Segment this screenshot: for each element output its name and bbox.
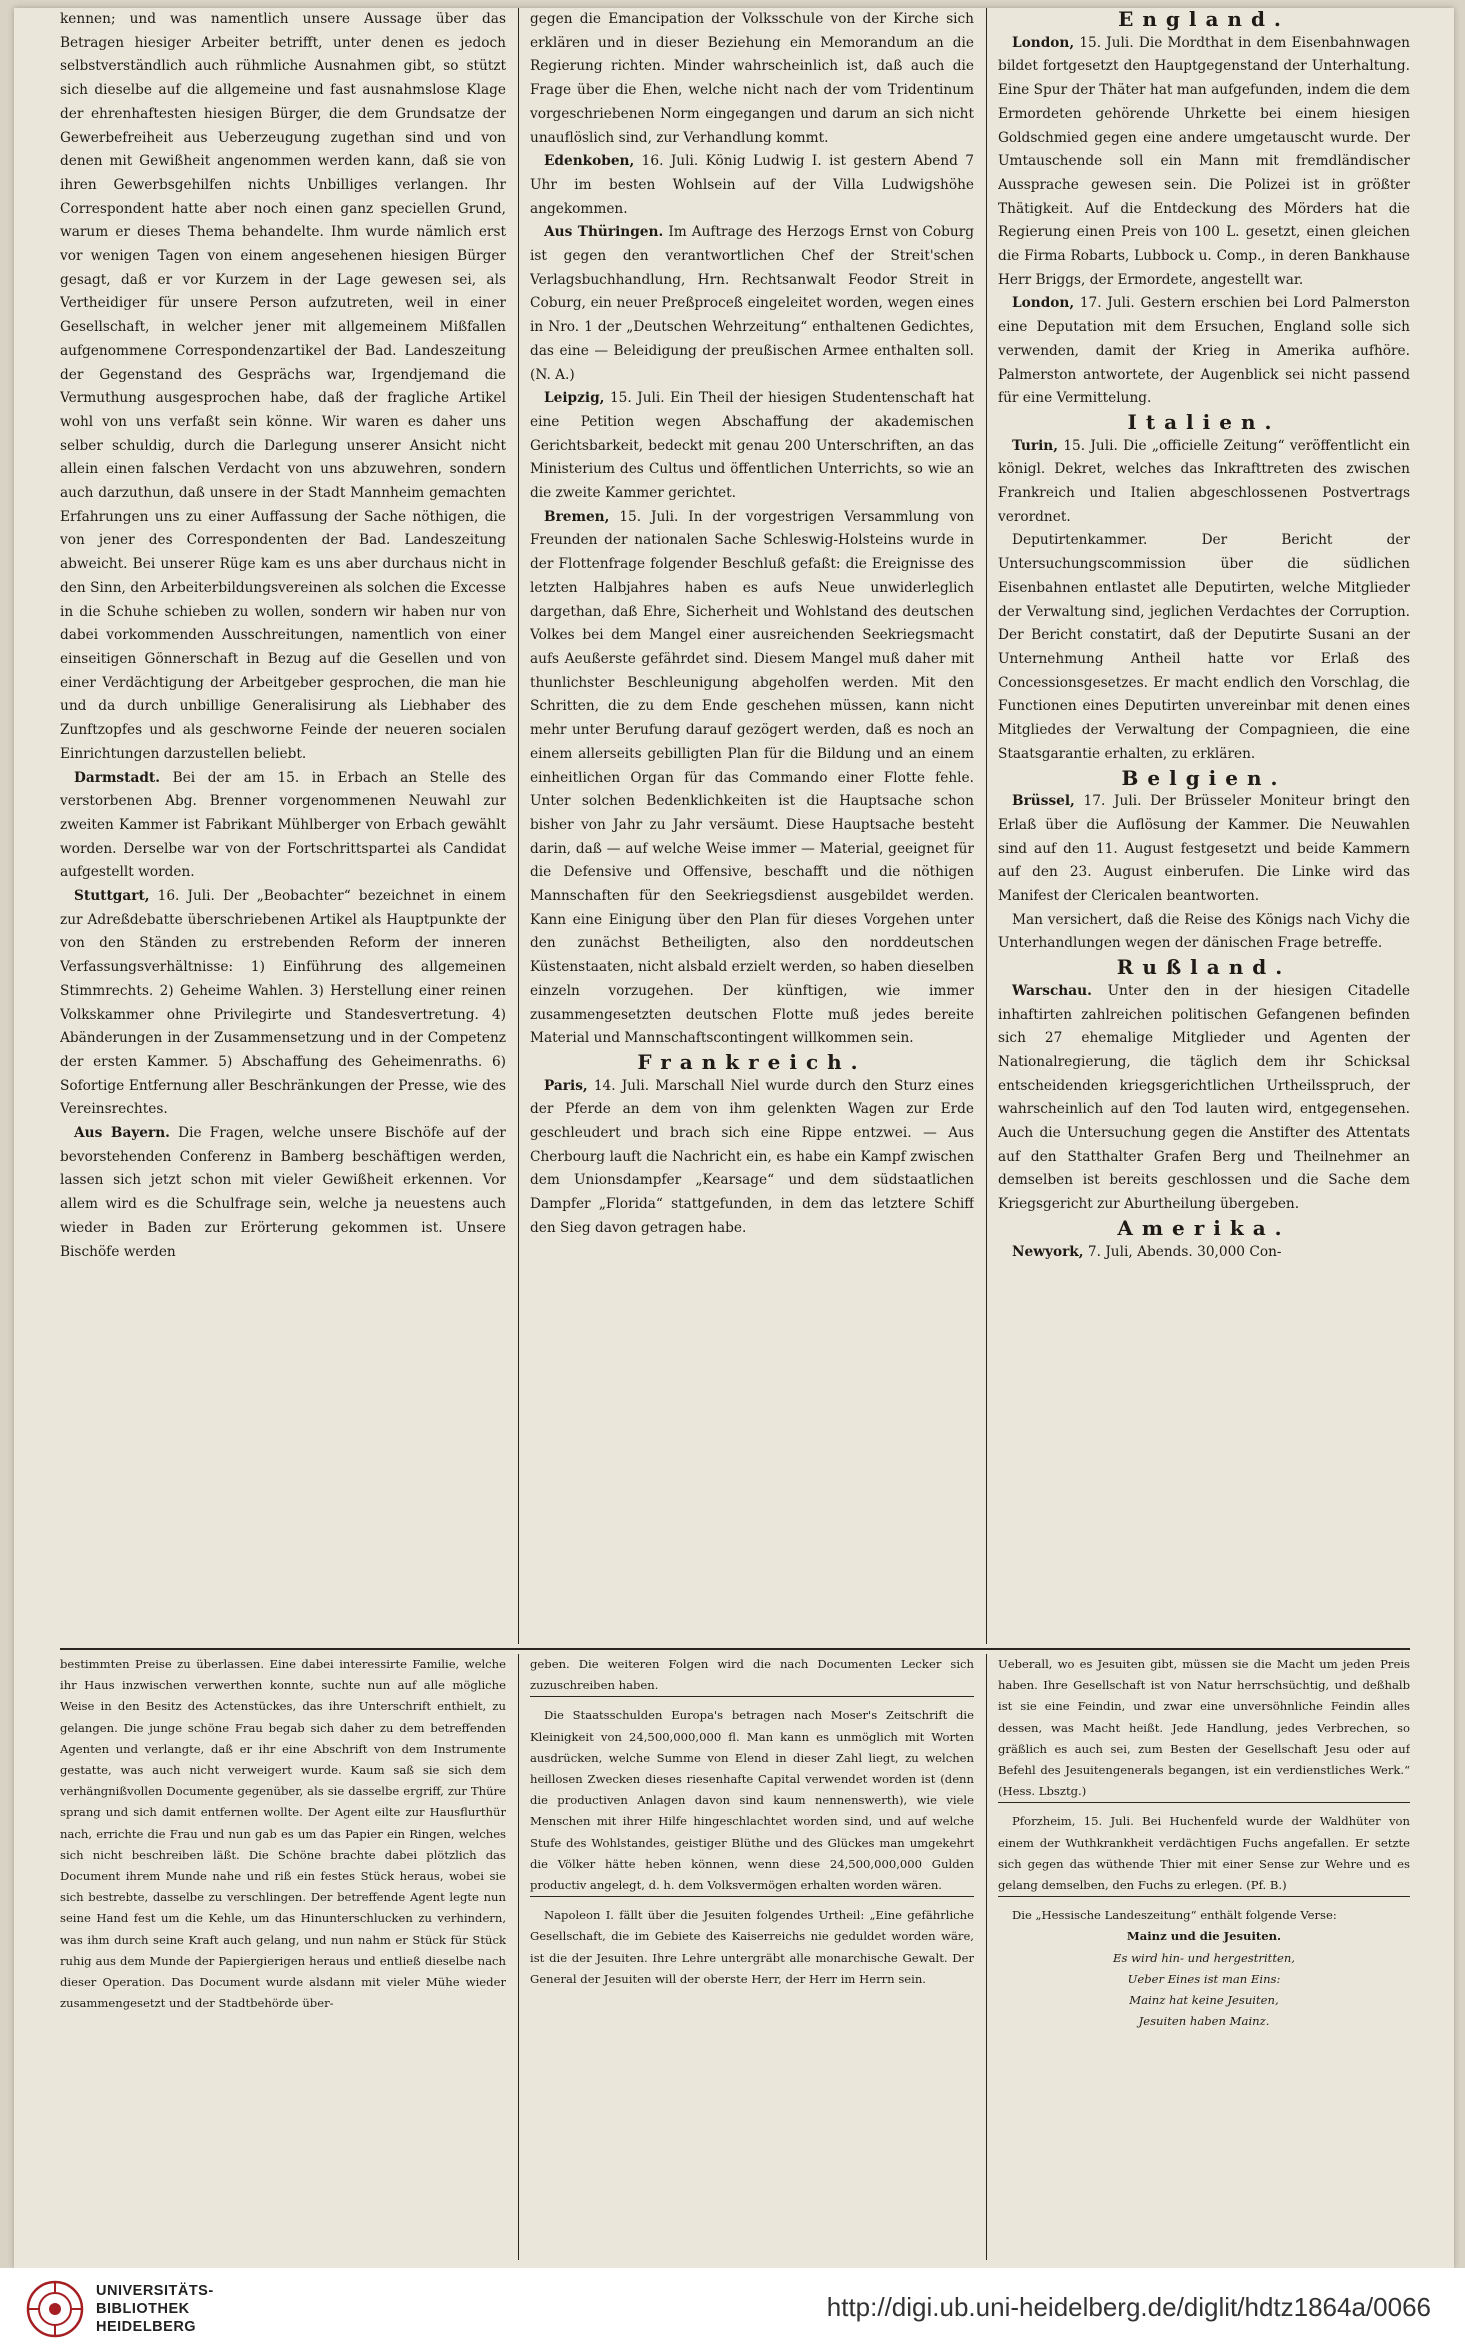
column-divider <box>986 8 987 1644</box>
dateline-place: Bremen, <box>544 508 610 525</box>
section-heading: Italien. <box>1127 409 1281 434</box>
article-paragraph: kennen; und was namentlich unsere Aussage über das Betragen hiesiger Arbeiter betrifft, unter denen es jedoch selbstverständlich auch rühmliche Ausnahmen gibt, so stützt sich dieselbe auf die allgemeine und fast ausnahmslose Klage der ehrenhaftesten hiesigen Bürger, die dem Grundsatze der Gewerbefreiheit aus Ueberzeugung zugethan sind und von denen mit Gewißheit angenommen werden kann, daß sie von ihren Gewerbsgehilfen nichts Unbilliges verlangen. Ihr Correspondent hatte aber noch einen ganz speciellen Grund, warum er dieses Thema behandelte. Ihm wurde nämlich erst vor wenigen Tagen von einem angesehenen hiesigen Bürger gesagt, daß er vor Kurzem in der Lage gewesen sei, als Vertheidiger für unsere Person aufzutreten, weil in einer Gesellschaft, in welcher jener mit allgemeinem Mißfallen aufgenommene Correspondenzartikel der Bad. Landeszeitung der Gegenstand des Gesprächs war, Irgendjemand die Vermuthung ausgesprochen habe, daß der fragliche Artikel wohl von uns verfaßt sein könne. Wir waren es daher uns selber schuldig, durch die Darlegung unserer Ansicht nicht allein einen falschen Verdacht von uns abzuwehren, sondern auch darzuthun, daß unsere in der Stadt Mannheim gemachten Erfahrungen uns zu einer Auffassung der Sache nöthigen, die von jener des Correspondenten der Bad. Landeszeitung abweicht. Bei unserer Rüge kam es uns aber durchaus nicht in den Sinn, den Arbeiterbildungsvereinen als solchen die Excesse in die Schuhe schieben zu wollen, sondern wir haben nur von dabei vorkommenden Ausschreitungen, namentlich von einer einseitigen Gönnerschaft in Bezug auf die Gesellen und von einer Verdächtigung der Arbeitgeber gesprochen, die man hie und da durch unbillige Generalisirung als Liebhaber des Zunftzopfes und als geschworne Feinde der neueren socialen Einrichtungen darzustellen beliebt. <box>60 11 506 762</box>
notice-paragraph: Pforzheim, 15. Juli. Bei Huchenfeld wurde der Waldhüter von einem der Wuthkrankheit verdächtigen Fuchs angefallen. Er setzte sich gegen das wüthende Thier mit einer Sense zur Wehre und es gelang demselben, den Fuchs zu erlegen. (Pf. B.) <box>998 1802 1410 1896</box>
news-report <box>60 767 506 886</box>
column-middle <box>530 1654 974 2260</box>
report-text: 17. Juli. Der Brüsseler Moniteur bringt den Erlaß über die Auflösung der Kammer. Die Neuwahlen sind auf den 11. August festgesetzt und beide Kammern auf den 23. August einberufen. Die Linke wird das Manifest der Clericalen beantworten. <box>998 793 1410 905</box>
news-report <box>530 506 974 1051</box>
dateline-place: Brüssel, <box>1012 793 1075 810</box>
library-name <box>96 2282 214 2336</box>
library-name-line: BIBLIOTHEK <box>96 2301 190 2317</box>
section-heading: Rußland. <box>1116 955 1292 980</box>
report-text: Die Fragen, welche unsere Bischöfe auf der bevorstehenden Conferenz in Bamberg beschäftigen werden, lassen sich jetzt schon mit vieler Gewißheit erkennen. Vor allem wird es die Schulfrage sein, welche ja neuestens auch wieder in Baden zur Erörterung gekommen ist. Unsere Bischöfe werden <box>60 1125 506 1260</box>
notice-paragraph: Die „Hessische Landeszeitung“ enthält folgende Verse: <box>998 1896 1410 1926</box>
report-text: 16. Juli. König Ludwig I. ist gestern Abend 7 Uhr im besten Wohlsein auf der Villa Ludwigshöhe angekommen. <box>530 153 974 217</box>
dateline-place: Edenkoben, <box>544 153 635 170</box>
column-divider <box>986 1654 987 2260</box>
library-footer <box>0 2268 1465 2352</box>
column-left <box>60 8 506 1644</box>
poem-title: Mainz und die Jesuiten. <box>1126 1929 1282 1944</box>
page-url[interactable]: http://digi.ub.uni-heidelberg.de/diglit/hdtz1864a/0066 <box>826 2292 1431 2322</box>
newspaper-page <box>14 8 1454 2268</box>
column-right <box>998 1654 1410 2260</box>
column-right <box>998 8 1410 1644</box>
article-paragraph: bestimmten Preise zu überlassen. Eine dabei interessirte Familie, welche ihr Haus inzwischen verwerthen konnte, suchte nun auf alle mögliche Weise in den Besitz des Actenstückes, das ihre Unterschrift enthielt, zu gelangen. Die junge schöne Frau begab sich daher zu dem betreffenden Agenten und verlangte, daß er ihr eine Abschrift von dem Instrumente gestatte, was auch nicht verweigert wurde. Kaum saß sie sich dem verhängnißvollen Documente gegenüber, als sie dasselbe ergriff, zur Thüre sprang und sich damit entfernen wollte. Der Agent eilte zur Hausflurthür nach, errichte die Frau und nun gab es um das Papier ein Ringen, welches sich nicht beschreiben läßt. Die Schöne brachte dabei plötzlich das Document ihrem Munde nahe und riß ein festes Stück heraus, wobei sie sich bestrebte, dasselbe zu verschlingen. Der betreffende Agent legte nun seine Hand fest um die Kehle, um das Hinunterschlucken zu verhindern, was ihm durch seine Kraft auch gelang, und nun nahm er Stück für Stück ruhig aus dem Munde der Papiergierigen heraus und entließ dieselbe nach dieser Operation. Das Document wurde alsdann mit vieler Mühe wieder zusammengesetzt und der Stadtbehörde über- <box>60 1657 506 2011</box>
dateline-place: Newyork, <box>1012 1243 1084 1260</box>
report-text: 15. Juli. Ein Theil der hiesigen Studentenschaft hat eine Petition wegen Abschaffung der akademischen Gerichtsbarkeit, bedeckt mit genau 200 Unterschriften, an das Ministerium des Cultus und öffentlichen Unterrichts, so wie an die zweite Kammer gerichtet. <box>530 390 974 502</box>
upper-section <box>14 8 1454 1648</box>
column-left <box>60 1654 506 2260</box>
poem-line: Mainz hat keine Jesuiten, <box>1129 1993 1279 2008</box>
article-paragraph: Man versichert, daß die Reise des Königs nach Vichy die Unterhandlungen wegen der dänischen Frage betreffe. <box>998 911 1410 952</box>
poem-line: Ueber Eines ist man Eins: <box>1127 1971 1281 1986</box>
report-text: 14. Juli. Marschall Niel wurde durch den Sturz eines der Pferde an dem von ihm gelenkten Wagen zur Erde geschleudert und brach sich eine Rippe entzwei. — Aus Cherbourg lauft die Nachricht ein, es habe ein Kampf zwischen dem Unionsdampfer „Kearsage“ und dem südstaatlichen Dampfer „Florida“ stattgefunden, in dem das letztere Schiff den Sieg davon getragen habe. <box>530 1077 974 1236</box>
section-heading: Frankreich. <box>637 1049 867 1074</box>
report-text: 16. Juli. Der „Beobachter“ bezeichnet in einem zur Adreßdebatte überschriebenen Artikel als Hauptpunkte der von den Ständen zu erstrebenden Reform der inneren Verfassungsverhältnisse: 1) Einführung des allgemeinen Stimmrechts. 2) Geheime Wahlen. 3) Herstellung einer reinen Volkskammer ohne Privilegirte und Standesvertretung. 4) Abänderungen in der Zusammensetzung und in der Competenz der ersten Kammer. 5) Abschaffung des Geheimenraths. 6) Sofortige Entfernung aller Beschränkungen der Presse, wie des Vereinsrechtes. <box>60 888 506 1118</box>
report-text: 15. Juli. In der vorgestrigen Versammlung von Freunden der nationalen Sache Schleswig-Holsteins wurde in der Flottenfrage folgender Beschluß gefaßt: die Ereignisse des letzten Halbjahres haben es aufs Neue unwiderleglich dargethan, daß Ehre, Sicherheit und Wohlstand des deutschen Volkes bei dem Mangel einer ausreichenden Seekriegsmacht aufs Aeußerste gefährdet sind. Diesem Mangel muß daher mit thunlichster Beschleunigung abgeholfen werden. Mit den Schritten, die zu dem Ende geschehen müssen, kann nicht mehr unter Berufung darauf gezögert werden, daß es noch an einem allerseits gebilligten Plan für die Bildung und an einem einheitlichen Organ für das Commando einer Flotte fehle. Unter solchen Bedenklichkeiten ist die Hauptsache schon bisher von Jahr zu Jahr versäumt. Diese Hauptsache besteht darin, daß — auf welche Weise immer — Material, geeignet für die Defensive und Offensive, beschafft und die nöthigen Mannschaften für den Seekriegsdienst ausgebildet werden. Kann eine Einigung über den Plan für dieses Vorgehen unter den zunächst Betheiligten, also den norddeutschen Küstenstaaten, nicht alsbald erzielt werden, so haben dieselben einzeln vorzugehen. Der künftigen, wie immer zusammengesetzten deutschen Flotte muß jedes bereite Material und Mannschaftscontingent willkommen sein. <box>530 508 974 1047</box>
report-text: Im Auftrage des Herzogs Ernst von Coburg ist gegen den verantwortlichen Chef der Streit'schen Verlagsbuchhandlung, Hrn. Rechtsanwalt Feodor Streit in Coburg, ein neuer Preßproceß eingeleitet worden, wegen eines in Nro. 1 der „Deutschen Wehrzeitung“ enthaltenen Gedichtes, das eine — Beleidigung der preußischen Armee enthalten soll. (N. A.) <box>530 224 974 383</box>
notice-paragraph: Die Staatsschulden Europa's betragen nach Moser's Zeitschrift die Kleinigkeit von 24,500,000,000 fl. Man kann es unmöglich mit Worten ausdrücken, welche Summe von Elend in dieser Zahl liegt, zu welchen heillosen Zwecken dieses riesenhafte Capital verwendet worden ist (denn die productiven Anlagen davon sind kaum nennenswerth), wie viele Menschen mit ihrer Hilfe hingeschlachtet worden sind, und auf welche Stufe des Wohlstandes, geistiger Blüthe und des Glückes man umgekehrt die Völker hätte heben können, wenn diese 24,500,000,000 Gulden productiv angelegt, d. h. dem Volksvermögen erhalten worden wären. <box>530 1696 974 1896</box>
dateline-place: Darmstadt. <box>74 769 160 786</box>
news-report <box>998 292 1410 411</box>
dateline-place: Turin, <box>1012 437 1059 454</box>
column-divider <box>518 1654 519 2260</box>
dateline-place: Warschau. <box>1012 982 1092 999</box>
report-text: 7. Juli, Abends. 30,000 Con- <box>1087 1243 1282 1260</box>
poem-line: Jesuiten haben Mainz. <box>1138 2014 1270 2029</box>
article-paragraph: Deputirtenkammer. Der Bericht der Untersuchungscommission über die südlichen Eisenbahnen entlastet alle Deputirten, welche Mitglieder der Verwaltung sind, jeglichen Verdachtes der Corruption. Der Bericht constatirt, daß der Deputirte Susani an der Unternehmung Antheil hatte vor Erlaß des Concessionsgesetzes. Er macht endlich den Vorschlag, die Functionen eines Deputirten unvereinbar mit denen eines Mitgliedes der Verwaltung der Compagnieen, die eine Staatsgarantie erhalten, zu erklären. <box>998 532 1410 762</box>
library-name-line: UNIVERSITÄTS- <box>96 2283 214 2299</box>
news-report <box>530 387 974 506</box>
news-report <box>60 885 506 1122</box>
report-text: 15. Juli. Die „officielle Zeitung“ veröffentlicht ein königl. Dekret, welches das Inkrafttreten des zwischen Frankreich und Italien abgeschlossenen Postvertrags verordnet. <box>998 437 1410 525</box>
section-heading: England. <box>1118 8 1290 31</box>
report-text: Unter den in der hiesigen Citadelle inhaftirten zahlreichen politischen Gefangenen befinden sich 27 ehemalige Mitglieder und Agenten der Nationalregierung, die täglich dem ihr Schicksal entscheidenden kriegsgerichtlichen Urtheilsspruch, der wahrscheinlich auf den Tod lauten wird, entgegensehen. Auch die Untersuchung gegen die Anstifter des Attentats auf den Statthalter Grafen Berg und Theilnehmer an demselben ist bereits geschlossen und die Sache dem Kriegsgericht zur Aburtheilung übergeben. <box>998 982 1410 1213</box>
dateline-place: London, <box>1012 34 1075 51</box>
report-text: Bei der am 15. in Erbach an Stelle des verstorbenen Abg. Brenner vorgenommenen Neuwahl zur zweiten Kammer ist Fabrikant Mühlberger von Erbach gewählt worden. Derselbe war von der Fortschrittspartei als Candidat aufgestellt worden. <box>60 769 506 881</box>
dateline-place: Aus Bayern. <box>74 1125 170 1142</box>
news-report <box>998 980 1410 1217</box>
article-paragraph: geben. Die weiteren Folgen wird die nach Documenten Lecker sich zuzuschreiben haben. <box>530 1657 974 1693</box>
section-heading: Belgien. <box>1121 765 1287 790</box>
news-report <box>530 221 974 387</box>
news-report <box>998 32 1410 293</box>
dateline-place: Aus Thüringen. <box>544 224 664 241</box>
poem-line: Es wird hin- und hergestritten, <box>1112 1950 1295 1965</box>
dateline-place: Stuttgart, <box>74 888 150 905</box>
report-text: 15. Juli. Die Mordthat in dem Eisenbahnwagen bildet fortgesetzt den Hauptgegenstand der Unterhaltung. Eine Spur der Thäter hat man aufgefunden, indem die dem Ermordeten gehörende Uhrkette bei einem hiesigen Goldschmied gegen eine andere umgetauscht wurde. Der Umtauschende soll ein Mann mit fremdländischer Aussprache gewesen sein. Die Polizei ist in größter Thätigkeit. Auf die Entdeckung des Mörders hat die Regierung einen Preis von 100 L. gesetzt, einen gleichen die Firma Robarts, Lubbock u. Comp., in deren Bankhause Herr Briggs, der Ermordete, angestellt war. <box>998 34 1410 288</box>
university-library-logo-icon <box>26 2280 84 2338</box>
news-report <box>530 1075 974 1241</box>
library-name-line: HEIDELBERG <box>96 2319 197 2335</box>
column-middle <box>530 8 974 1644</box>
lower-section <box>14 1654 1454 2268</box>
column-divider <box>518 8 519 1644</box>
news-report <box>998 790 1410 909</box>
news-report <box>998 435 1410 530</box>
article-paragraph: Ueberall, wo es Jesuiten gibt, müssen sie die Macht um jeden Preis haben. Ihre Gesellschaft ist von Natur herrschsüchtig, und deßhalb ist sie eine Feindin, und zwar eine unversöhnliche Feindin alles dessen, was Macht heißt. Jede Handlung, jedes Verbrechen, so gräßlich es auch sei, zum Besten der Gesellschaft Jesu oder auf Befehl des Jesuitengenerals begangen, ist ein verdienstliches Werk.“ (Hess. Lbsztg.) <box>998 1657 1410 1799</box>
feuilleton-rule <box>60 1648 1410 1650</box>
notice-paragraph: Napoleon I. fällt über die Jesuiten folgendes Urtheil: „Eine gefährliche Gesellschaft, die im Gebiete des Kaiserreichs nie geduldet worden wäre, ist die der Jesuiten. Ihre Lehre untergräbt alle monarchische Gewalt. Der General der Jesuiten will der oberste Herr, der Herr im Herrn sein. <box>530 1896 974 1990</box>
dateline-place: London, <box>1012 295 1075 312</box>
section-heading: Amerika. <box>1117 1215 1291 1240</box>
news-report <box>530 150 974 221</box>
report-text: 17. Juli. Gestern erschien bei Lord Palmerston eine Deputation mit dem Ersuchen, England solle sich verwenden, damit der Krieg in Amerika aufhöre. Palmerston antwortete, der Augenblick sei nicht passend für eine Vermittelung. <box>998 295 1410 407</box>
dateline-place: Paris, <box>544 1077 588 1094</box>
news-report <box>998 1241 1410 1265</box>
article-paragraph: gegen die Emancipation der Volksschule von der Kirche sich erklären und in dieser Beziehung ein Memorandum an die Regierung richten. Minder wahrscheinlich ist, daß auch die Frage über die Ehen, welche nicht nach der vom Tridentinum vorgeschriebenen Norm eingegangen und darum an sich nicht unauflöslich sind, zur Verhandlung kommt. <box>530 11 974 146</box>
news-report <box>60 1122 506 1264</box>
dateline-place: Leipzig, <box>544 390 605 407</box>
